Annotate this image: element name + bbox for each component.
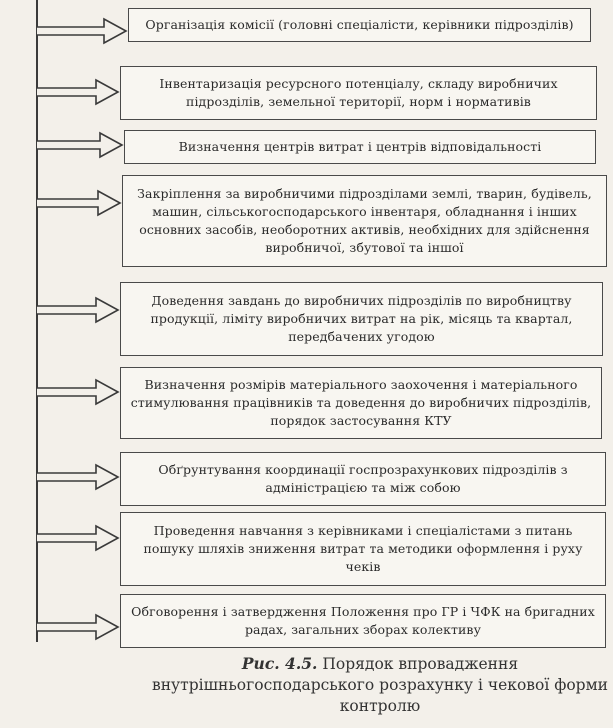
arrow-7 [37,465,118,489]
arrow-2 [37,80,118,104]
arrow-9 [37,615,118,639]
step-box-5 [120,282,603,356]
step-box-1 [128,8,591,42]
step-text-7: Обґрунтування координації госпрозрахункових підрозділів з адміністрацією та між собою [158,462,568,495]
step-text-6: Визначення розмірів матеріального заохочення і матеріального стимулювання працівників та доведення до виробничих підрозділів, порядок застосування КТУ [130,377,592,428]
arrow-3 [37,133,122,157]
arrow-5 [37,298,118,322]
caption-number: Рис. 4.5. [241,654,318,673]
step-box-9 [120,594,606,648]
step-text-5: Доведення завдань до виробничих підрозділів по виробництву продукції, ліміту виробничих витрат на рік, місяць та квартал, передбачених угодою [150,293,573,344]
step-text-4: Закріплення за виробничими підрозділами землі, тварин, будівель, машин, сільськогосподарського інвентаря, обладнання і інших основних засобів, необоротних активів, необхідних для здійснення виробничої, збутової та іншої [137,186,592,255]
arrow-4 [37,191,120,215]
step-text-3: Визначення центрів витрат і центрів відповідальності [178,139,542,154]
step-text-9: Обговорення і затвердження Положення про ГР і ЧФК на бригадних радах, загальних зборах колективу [131,604,595,637]
step-box-7 [120,452,606,506]
step-text-8: Проведення навчання з керівниками і спеціалістами з питань пошуку шляхів зниження витрат та методики оформлення і руху чеків [143,523,583,574]
figure-caption [150,653,610,717]
arrow-6 [37,380,118,404]
step-box-3 [124,130,596,164]
arrow-8 [37,526,118,550]
step-text-1: Організація комісії (головні спеціалісти, керівники підрозділів) [145,17,574,32]
step-box-6 [120,367,602,439]
arrow-1 [37,19,126,43]
step-box-2 [120,66,597,120]
step-text-2: Інвентаризація ресурсного потенціалу, складу виробничих підрозділів, земельної території, норм і нормативів [159,76,558,109]
step-box-4 [122,175,607,267]
caption-text: Порядок впровадження внутрішньогосподарського розрахунку і чекової форми контролю [151,655,608,715]
step-box-8 [120,512,606,586]
